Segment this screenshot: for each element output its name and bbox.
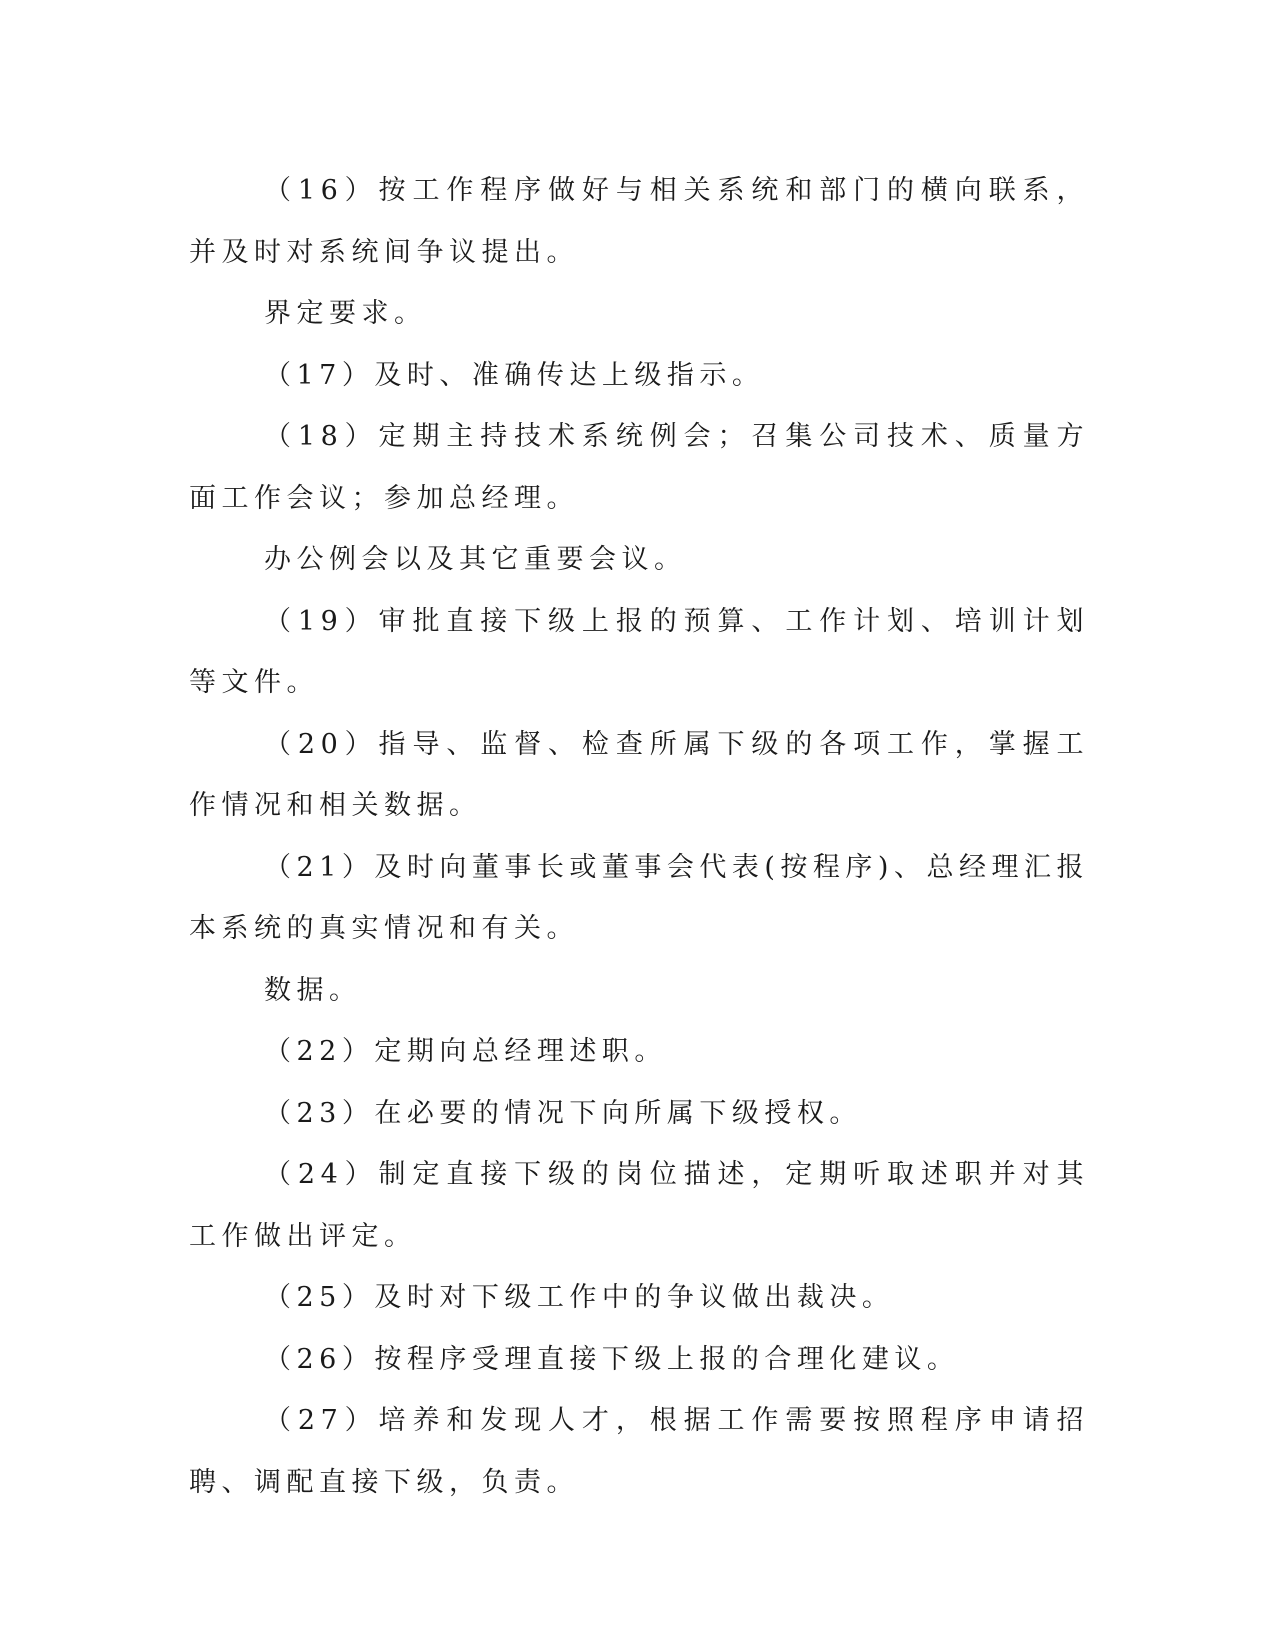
paragraph-21-continued: 数据。 [264,974,362,1006]
paragraph-17: （17）及时、准确传达上级指示。 [264,359,765,391]
paragraph-22: （22）定期向总经理述职。 [264,1036,667,1067]
paragraph-26: （26）按程序受理直接下级上报的合理化建议。 [264,1343,960,1375]
paragraph-27: （27）培养和发现人才，根据工作需要按照程序申请招聘、调配直接下级，负责。 [189,1405,1089,1498]
paragraph-16-continued: 界定要求。 [264,298,427,329]
document-body [189,160,1089,1513]
paragraph-21: （21）及时向董事长或董事会代表(按程序)、总经理汇报本系统的真实情况和有关。 [189,851,1089,944]
paragraph-18: （18）定期主持技术系统例会；召集公司技术、质量方面工作会议；参加总经理。 [189,421,1089,514]
paragraph-18-continued: 办公例会以及其它重要会议。 [264,544,687,575]
paragraph-23: （23）在必要的情况下向所属下级授权。 [264,1097,862,1129]
paragraph-24: （24）制定直接下级的岗位描述，定期听取述职并对其工作做出评定。 [189,1159,1089,1252]
paragraph-19: （19）审批直接下级上报的预算、工作计划、培训计划等文件。 [189,605,1089,698]
paragraph-16: （16）按工作程序做好与相关系统和部门的横向联系，并及时对系统间争议提出。 [189,175,1089,268]
paragraph-25: （25）及时对下级工作中的争议做出裁决。 [264,1282,895,1313]
paragraph-20: （20）指导、监督、检查所属下级的各项工作，掌握工作情况和相关数据。 [189,728,1089,821]
